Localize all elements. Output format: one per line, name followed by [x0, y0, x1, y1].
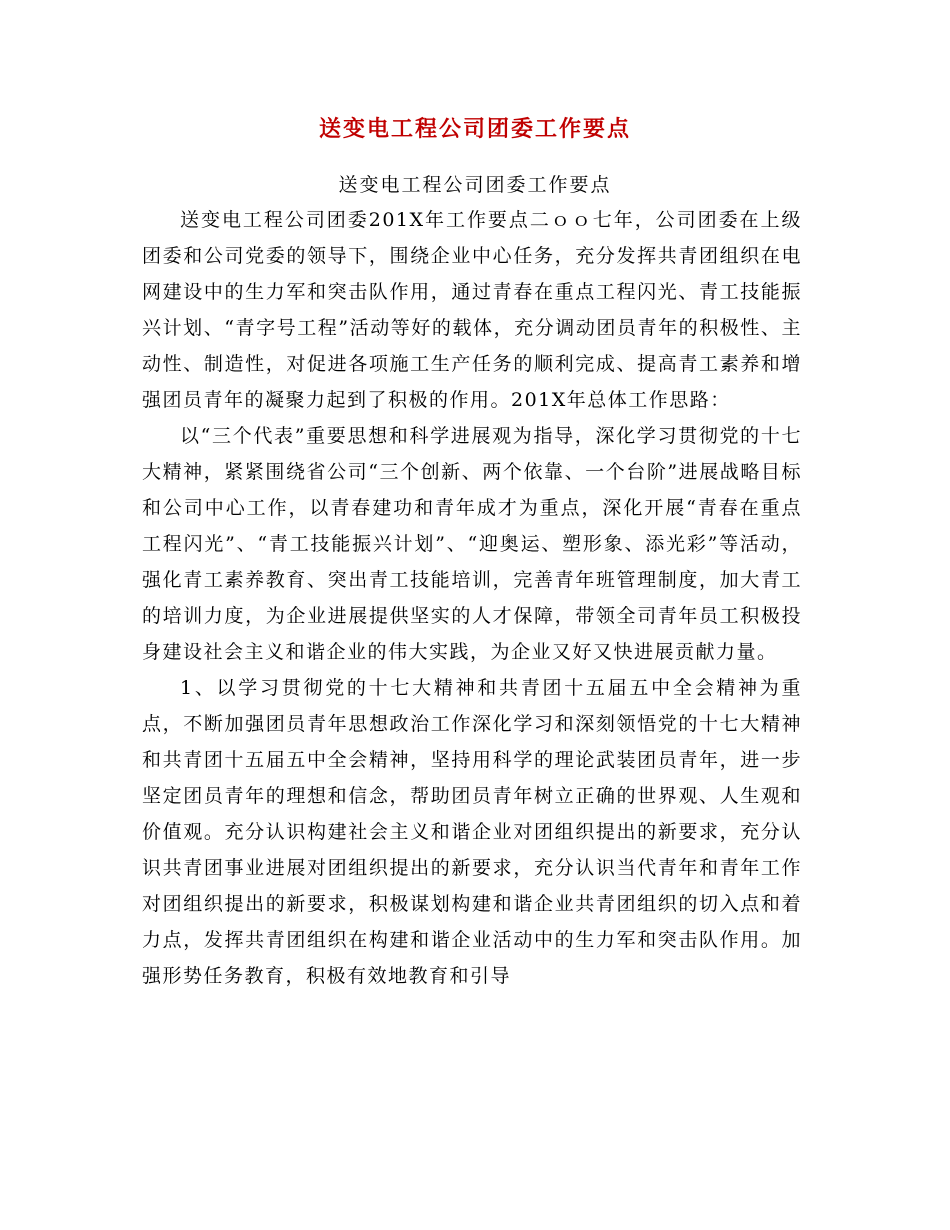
paragraph: 送变电工程公司团委201X年工作要点二ｏｏ七年，公司团委在上级团委和公司党委的领导下，围绕企业中心任务，充分发挥共青团组织在电网建设中的生力军和突击队作用，通过青春在重点工程闪光、青工技能振兴计划、“青字号工程”活动等好的载体，充分调动团员青年的积极性、主动性、制造性，对促进各项施工生产任务的顺利完成、提高青工素养和增强团员青年的凝聚力起到了积极的作用。201X年总体工作思路： [142, 209, 802, 411]
document-title: 送变电工程公司团委工作要点 [318, 117, 631, 142]
paragraph: 1、以学习贯彻党的十七大精神和共青团十五届五中全会精神为重点，不断加强团员青年思想政治工作深化学习和深刻领悟党的十七大精神和共青团十五届五中全会精神，坚持用科学的理论武装团员青年，进一步坚定团员青年的理想和信念，帮助团员青年树立正确的世界观、人生观和价值观。充分认识构建社会主义和谐企业对团组织提出的新要求，充分认识共青团事业进展对团组织提出的新要求，充分认识当代青年和青年工作对团组织提出的新要求，积极谋划构建和谐企业共青团组织的切入点和着力点，发挥共青团组织在构建和谐企业活动中的生力军和突击队作用。加强形势任务教育，积极有效地教育和引导 [142, 677, 802, 987]
document-subtitle: 送变电工程公司团委工作要点 [338, 174, 612, 196]
document-body [142, 202, 802, 994]
paragraph: 以“三个代表”重要思想和科学进展观为指导，深化学习贯彻党的十七大精神，紧紧围绕省公司“三个创新、两个依靠、一个台阶”进展战略目标和公司中心工作，以青春建功和青年成才为重点，深化开展“青春在重点工程闪光”、“青工技能振兴计划”、“迎奥运、塑形象、添光彩”等活动，强化青工素养教育、突出青工技能培训，完善青年班管理制度，加大青工的培训力度，为企业进展提供坚实的人才保障，带领全司青年员工积极投身建设社会主义和谐企业的伟大实践，为企业又好又快进展贡献力量。 [142, 425, 802, 663]
